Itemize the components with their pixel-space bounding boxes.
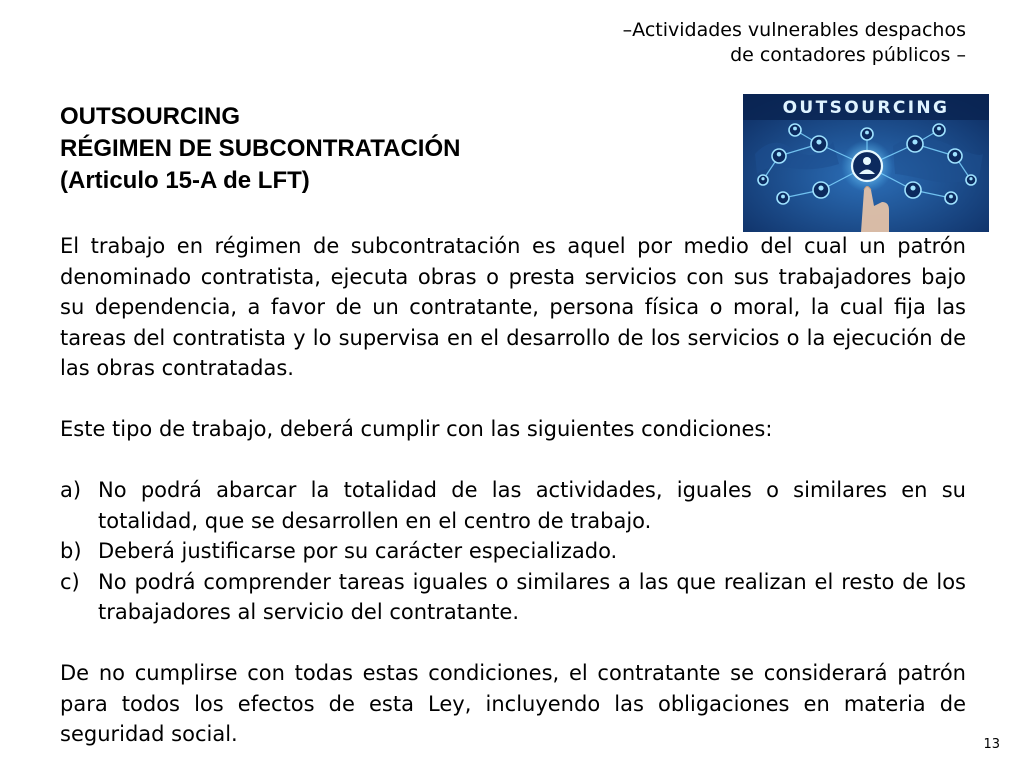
title-line-2: RÉGIMEN DE SUBCONTRATACIÓN [60, 135, 461, 162]
condition-marker: c) [60, 569, 80, 594]
consequence-paragraph: De no cumplirse con todas estas condiciones, el contratante se considerará patrón para todos los efectos de esta Ley, incluyendo las obligaciones en materia de seguridad social. [60, 661, 966, 746]
person-icon [949, 195, 953, 199]
condition-text: No podrá abarcar la totalidad de las actividades, iguales o similares en su totalidad, que se desarrollen en el centro de trabajo. [98, 478, 966, 533]
condition-marker: b) [60, 539, 82, 563]
definition-paragraph: El trabajo en régimen de subcontratación es aquel por medio del cual un patrón denominado contratista, ejecuta obras o presta servicios con sus trabajadores bajo su dependencia, a favor de un contratante, persona física o moral, la cual fija las tareas del contratista y lo supervisa en el desarrollo de los servicios o la ejecución de las obras contratadas. [60, 234, 966, 380]
condition-marker: a) [60, 478, 82, 502]
conditions-list [60, 475, 966, 628]
outsourcing-illustration [743, 94, 989, 232]
condition-item [60, 536, 966, 567]
person-icon [816, 139, 821, 144]
topic-line-1: –Actividades vulnerables despachos [622, 19, 966, 41]
person-icon [969, 177, 972, 180]
image-caption: OUTSOURCING [782, 98, 950, 118]
network-graphic [743, 94, 989, 232]
person-icon [793, 127, 797, 131]
conditions-intro: Este tipo de trabajo, deberá cumplir con las siguientes condiciones: [60, 417, 773, 441]
condition-item [60, 475, 966, 536]
person-icon [937, 127, 941, 131]
condition-item [60, 567, 966, 628]
person-icon [865, 131, 869, 135]
person-icon [912, 139, 917, 144]
condition-text: Deberá justificarse por su carácter especializado. [98, 539, 618, 563]
slide-body [60, 231, 966, 750]
title-line-1: OUTSOURCING [60, 103, 240, 130]
page-number: 13 [983, 737, 1000, 752]
person-icon [777, 152, 781, 156]
title-line-3: (Articulo 15-A de LFT) [60, 167, 310, 194]
condition-text: No podrá comprender tareas iguales o similares a las que realizan el resto de los trabajadores al servicio del contratante. [98, 569, 966, 624]
person-icon [761, 177, 764, 180]
slide-topic [546, 18, 966, 68]
person-icon [781, 195, 785, 199]
slide-title [60, 101, 720, 197]
person-icon [953, 152, 957, 156]
person-icon [910, 185, 915, 190]
person-icon [818, 185, 823, 190]
topic-line-2: de contadores públicos – [730, 44, 966, 66]
